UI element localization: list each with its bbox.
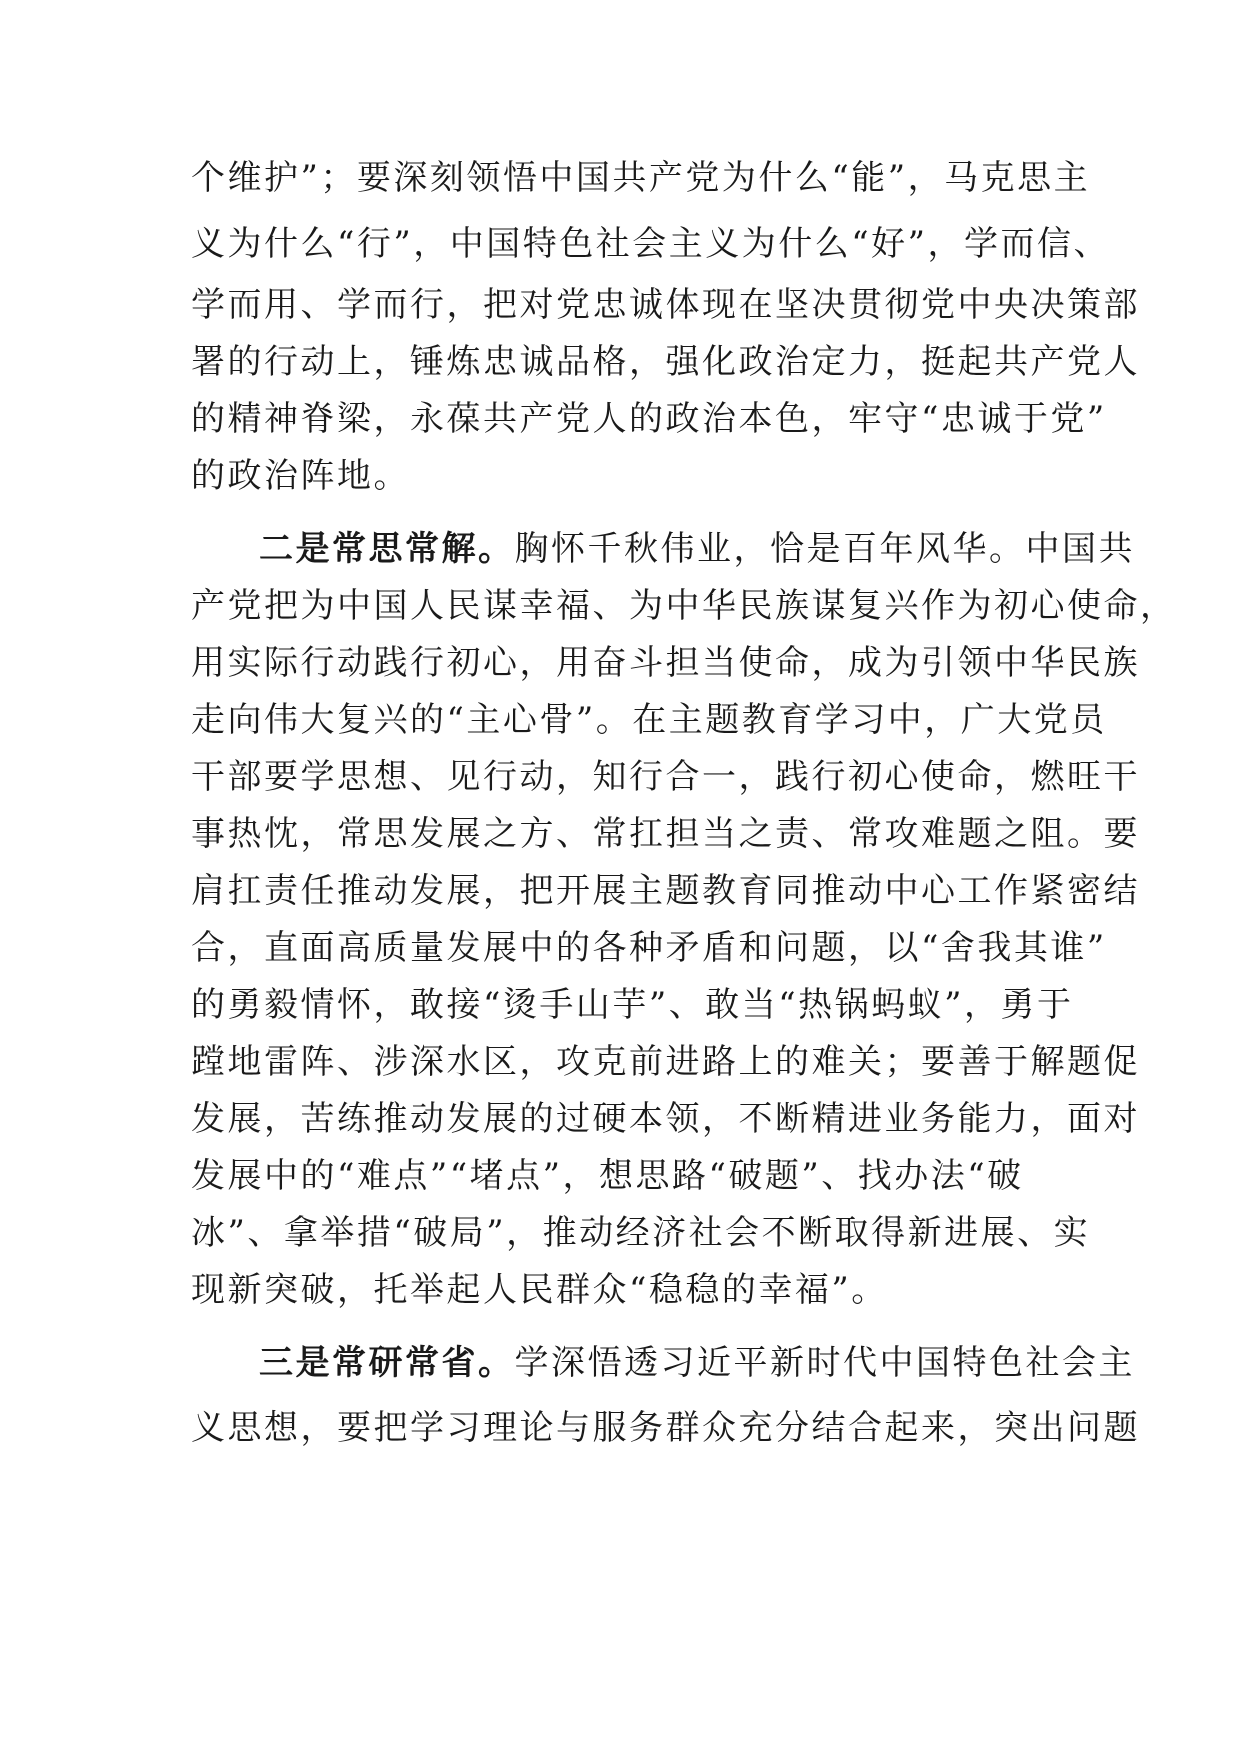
paragraph-2-line-7: 肩扛责任推动发展，把开展主题教育同推动中心工作紧密结 — [191, 871, 1140, 911]
paragraph-1-line-2: 义为什么“行”，中国特色社会主义为什么“好”，学而信、 — [191, 224, 1111, 264]
paragraph-1-line-3: 学而用、学而行，把对党忠诚体现在坚决贯彻党中央决策部 — [191, 285, 1140, 325]
paragraph-1-line-4: 署的行动上，锤炼忠诚品格，强化政治定力，挺起共产党人 — [191, 342, 1140, 382]
paragraph-3-lead: 三是常研常省。 — [259, 1343, 515, 1383]
paragraph-2-line-5: 干部要学思想、见行动，知行合一，践行初心使命，燃旺干 — [191, 757, 1140, 797]
paragraph-3-line-2: 义思想，要把学习理论与服务群众充分结合起来，突出问题 — [191, 1408, 1140, 1448]
paragraph-1-line-5: 的精神脊梁，永葆共产党人的政治本色，牢守“忠诚于党” — [191, 399, 1107, 439]
paragraph-2-line-12: 发展中的“难点”“堵点”，想思路“破题”、找办法“破 — [191, 1156, 1024, 1196]
paragraph-2-line-1 — [259, 521, 1135, 577]
paragraph-2-line-3: 用实际行动践行初心，用奋斗担当使命，成为引领中华民族 — [191, 643, 1140, 683]
paragraph-3-line-1 — [259, 1335, 1135, 1391]
paragraph-3-first-line-text: 学深悟透习近平新时代中国特色社会主 — [514, 1343, 1135, 1383]
paragraph-1-line-6: 的政治阵地。 — [191, 456, 410, 496]
paragraph-1-line-1: 个维护”；要深刻领悟中国共产党为什么“能”，马克思主 — [191, 158, 1091, 198]
paragraph-2-line-6: 事热忱，常思发展之方、常扛担当之责、常攻难题之阻。要 — [191, 814, 1140, 854]
paragraph-2-line-14: 现新突破，托举起人民群众“稳稳的幸福”。 — [191, 1270, 888, 1310]
paragraph-2-line-4: 走向伟大复兴的“主心骨”。在主题教育学习中，广大党员 — [191, 700, 1107, 740]
paragraph-2-first-line-text: 胸怀千秋伟业，恰是百年风华。中国共 — [514, 529, 1135, 569]
paragraph-2-lead: 二是常思常解。 — [259, 529, 515, 569]
paragraph-2-line-2: 产党把为中国人民谋幸福、为中华民族谋复兴作为初心使命， — [191, 586, 1177, 626]
paragraph-2-line-13: 冰”、拿举措“破局”，推动经济社会不断取得新进展、实 — [191, 1213, 1091, 1253]
paragraph-2-line-11: 发展，苦练推动发展的过硬本领，不断精进业务能力，面对 — [191, 1099, 1140, 1139]
paragraph-2-line-9: 的勇毅情怀，敢接“烫手山芋”、敢当“热锅蚂蚁”，勇于 — [191, 985, 1074, 1025]
paragraph-2-line-8: 合，直面高质量发展中的各种矛盾和问题，以“舍我其谁” — [191, 928, 1107, 968]
paragraph-2-line-10: 蹚地雷阵、涉深水区，攻克前进路上的难关；要善于解题促 — [191, 1042, 1140, 1082]
